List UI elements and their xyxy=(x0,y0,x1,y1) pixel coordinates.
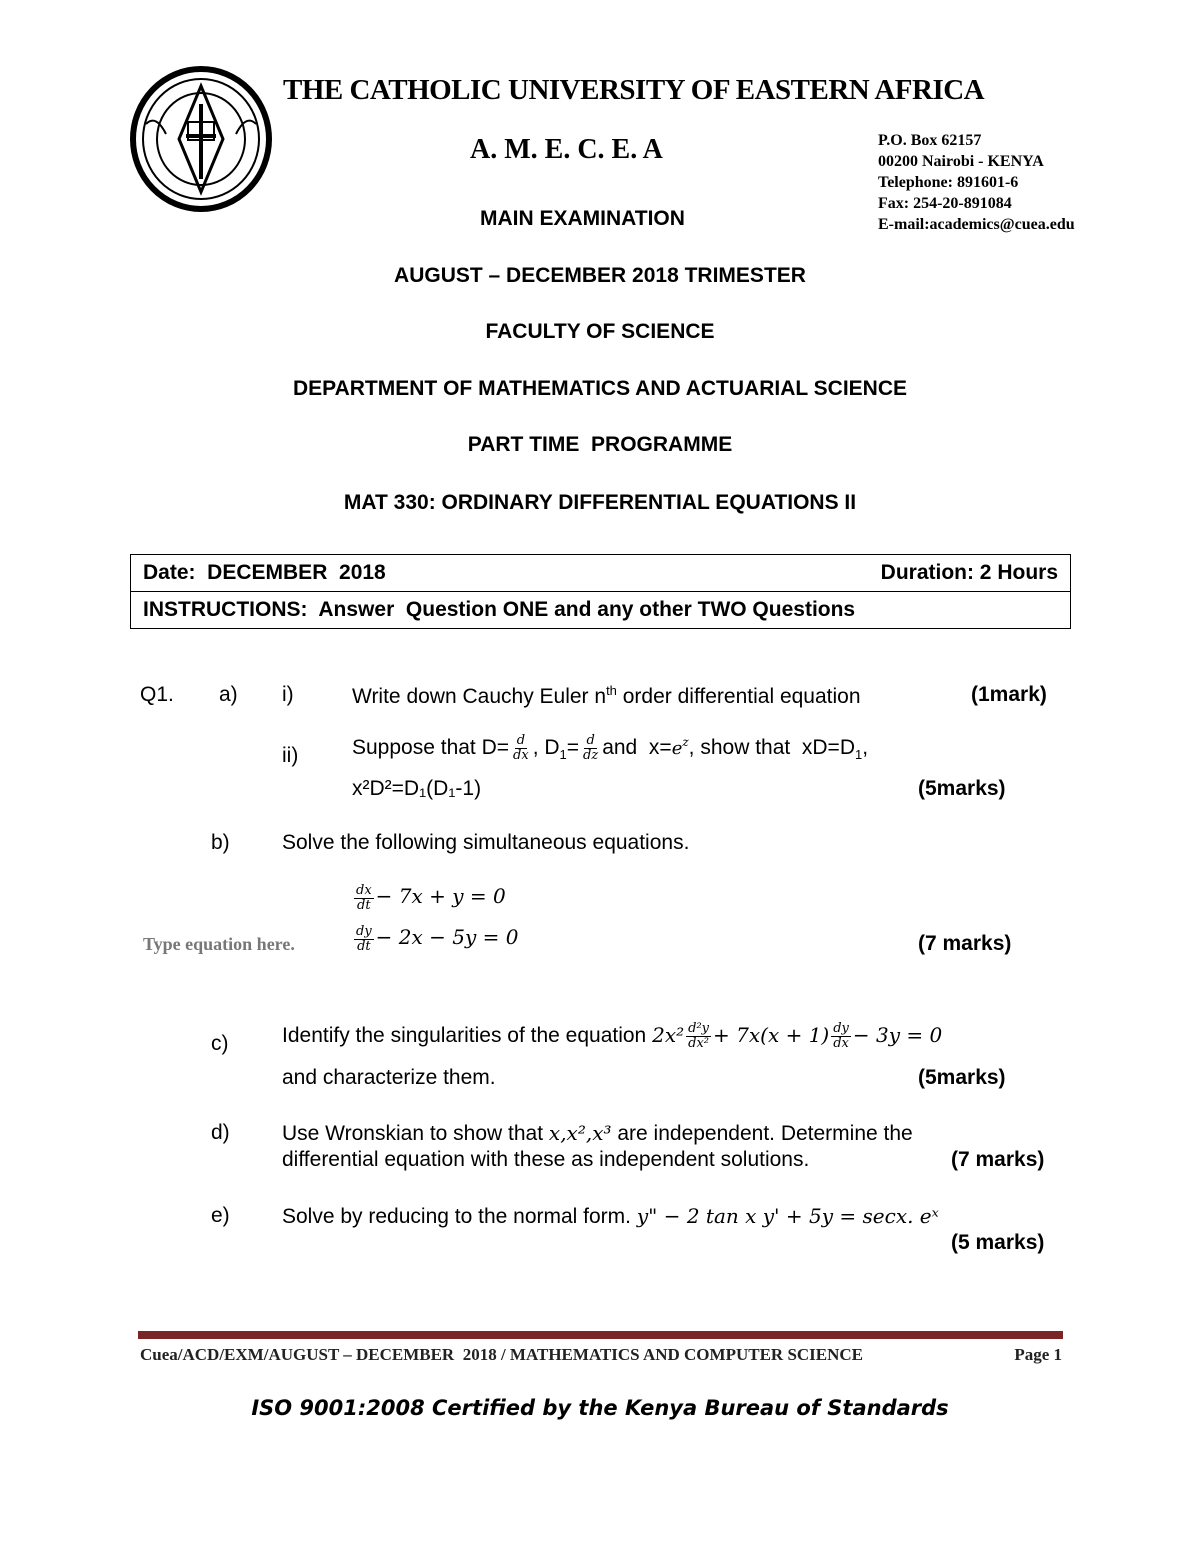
part-c-line1 xyxy=(282,1022,942,1051)
part-a-ii-sub1: 1 xyxy=(559,747,567,763)
part-b-label: b) xyxy=(211,831,230,854)
part-a-i-text-pre: Write down Cauchy Euler n xyxy=(352,685,607,708)
contact-email: E-mail:academics@cuea.edu xyxy=(878,216,1075,233)
part-c-label: c) xyxy=(211,1032,229,1055)
part-d-line2: differential equation with these as independent solutions. xyxy=(282,1148,810,1171)
part-a-ii-sub2: 1 xyxy=(855,747,863,763)
dy-dt-fraction xyxy=(354,925,374,954)
d-dz-fraction xyxy=(581,734,600,763)
department: DEPARTMENT OF MATHEMATICS AND ACTUARIAL SCIENCE xyxy=(292,377,908,400)
part-a-ii-text1: Suppose that D= xyxy=(352,736,510,760)
part-d-functions: x,x²,x³ xyxy=(548,1121,612,1145)
equation-2 xyxy=(352,925,518,954)
exam-instructions: INSTRUCTIONS: Answer Question ONE and any other TWO Questions xyxy=(131,592,1071,629)
exp-base: e xyxy=(671,738,683,760)
footer-reference: Cuea/ACD/EXM/AUGUST – DECEMBER 2018 / MATHEMATICS AND COMPUTER SCIENCE xyxy=(140,1345,864,1364)
part-a-label: a) xyxy=(219,683,238,706)
part-e-text: Solve by reducing to the normal form. xyxy=(282,1205,632,1228)
contact-block xyxy=(878,130,1075,235)
part-a-ii-text5: , show that xD=D xyxy=(688,736,855,760)
part-a-ii-text6: , xyxy=(862,736,869,760)
part-d-text-post: are independent. Determine the xyxy=(617,1122,913,1145)
part-a-i-text-post: order differential equation xyxy=(616,685,861,708)
iso-certification: ISO 9001:2008 Certified by the Kenya Bureau of Standards xyxy=(251,1396,949,1420)
exp-power: z xyxy=(682,735,689,750)
part-a-i-sup: th xyxy=(606,683,617,698)
part-b-marks: (7 marks) xyxy=(918,932,1012,955)
footer-divider xyxy=(138,1331,1063,1339)
d2y-dx2-numerator: d²y xyxy=(688,1021,710,1036)
dy-dt-numerator: dy xyxy=(356,924,372,940)
part-d-label: d) xyxy=(211,1121,230,1144)
d-dz-denominator: dz xyxy=(583,748,599,763)
university-seal-logo xyxy=(126,64,276,214)
part-a-i-text xyxy=(352,683,861,709)
dx-dt-denominator: dt xyxy=(357,898,371,914)
part-c-eq-mid: + 7x(x + 1) xyxy=(713,1023,830,1048)
faculty: FACULTY OF SCIENCE xyxy=(485,320,715,343)
programme: PART TIME PROGRAMME xyxy=(467,433,733,456)
contact-city: 00200 Nairobi - KENYA xyxy=(878,153,1044,170)
part-c-eq-lead: 2x² xyxy=(652,1023,685,1048)
part-a-ii-text4: and x= xyxy=(602,736,672,760)
dy-dx-denominator: dx xyxy=(833,1036,849,1051)
course-title: MAT 330: ORDINARY DIFFERENTIAL EQUATIONS II xyxy=(343,491,857,514)
part-c-text: Identify the singularities of the equation xyxy=(282,1024,647,1048)
exam-type: MAIN EXAMINATION xyxy=(480,207,685,230)
part-a-ii-text xyxy=(352,734,868,763)
equation-1-rest: − 7x + y = 0 xyxy=(375,884,506,908)
contact-fax: Fax: 254-20-891084 xyxy=(878,195,1012,212)
part-a-i-label: i) xyxy=(282,683,294,706)
equation-2-rest: − 2x − 5y = 0 xyxy=(375,925,519,949)
exam-duration: Duration: 2 Hours xyxy=(880,561,1058,584)
part-c-eq-tail: − 3y = 0 xyxy=(852,1023,943,1048)
contact-po-box: P.O. Box 62157 xyxy=(878,132,982,149)
equation-placeholder[interactable]: Type equation here. xyxy=(143,934,295,954)
part-c-line2: and characterize them. xyxy=(282,1066,496,1089)
d2y-dx2-fraction xyxy=(686,1022,711,1051)
part-d-marks: (7 marks) xyxy=(951,1148,1045,1171)
part-c-marks: (5marks) xyxy=(918,1066,1006,1089)
d-dx-numerator: d xyxy=(516,733,526,748)
part-b-text: Solve the following simultaneous equations. xyxy=(282,831,690,854)
footer-page-number: Page 1 xyxy=(1014,1345,1062,1364)
university-name: THE CATHOLIC UNIVERSITY OF EASTERN AFRICA xyxy=(283,74,985,106)
exam-date: Date: DECEMBER 2018 xyxy=(143,561,386,584)
dy-dx-numerator: dy xyxy=(833,1021,849,1036)
dy-dt-denominator: dt xyxy=(357,939,371,955)
part-a-ii-text2: , D xyxy=(532,736,560,760)
trimester: AUGUST – DECEMBER 2018 TRIMESTER xyxy=(394,264,806,287)
d-dz-numerator: d xyxy=(586,733,595,748)
d2y-dx2-denominator: dx² xyxy=(688,1036,709,1051)
question-number: Q1. xyxy=(140,683,174,706)
dx-dt-numerator: dx xyxy=(356,883,372,899)
part-e-line1 xyxy=(282,1204,939,1229)
amecea-title: A. M. E. C. E. A xyxy=(470,134,663,165)
part-d-line1 xyxy=(282,1121,913,1146)
exam-date-duration-cell xyxy=(131,555,1071,592)
part-d-text-pre: Use Wronskian to show that xyxy=(282,1122,544,1145)
part-a-ii-text3: = xyxy=(566,736,580,760)
exam-info-box xyxy=(130,554,1071,629)
dx-dt-fraction xyxy=(354,884,374,913)
footer-reference-line xyxy=(140,1345,1062,1365)
contact-telephone: Telephone: 891601-6 xyxy=(878,174,1019,191)
equation-1 xyxy=(352,884,506,913)
part-a-ii-marks: (5marks) xyxy=(918,777,1006,800)
part-e-marks: (5 marks) xyxy=(951,1231,1045,1254)
part-a-ii-line2: x²D²=D₁(D₁-1) xyxy=(352,777,482,800)
part-a-i-marks: (1mark) xyxy=(971,683,1047,706)
dy-dx-fraction xyxy=(831,1022,851,1051)
part-a-ii-label: ii) xyxy=(282,744,299,767)
d-dx-denominator: dx xyxy=(513,748,529,763)
part-e-equation: y" − 2 tan x y' + 5y = secx. eˣ xyxy=(636,1204,939,1228)
part-e-label: e) xyxy=(211,1204,230,1227)
d-dx-fraction xyxy=(511,734,531,763)
